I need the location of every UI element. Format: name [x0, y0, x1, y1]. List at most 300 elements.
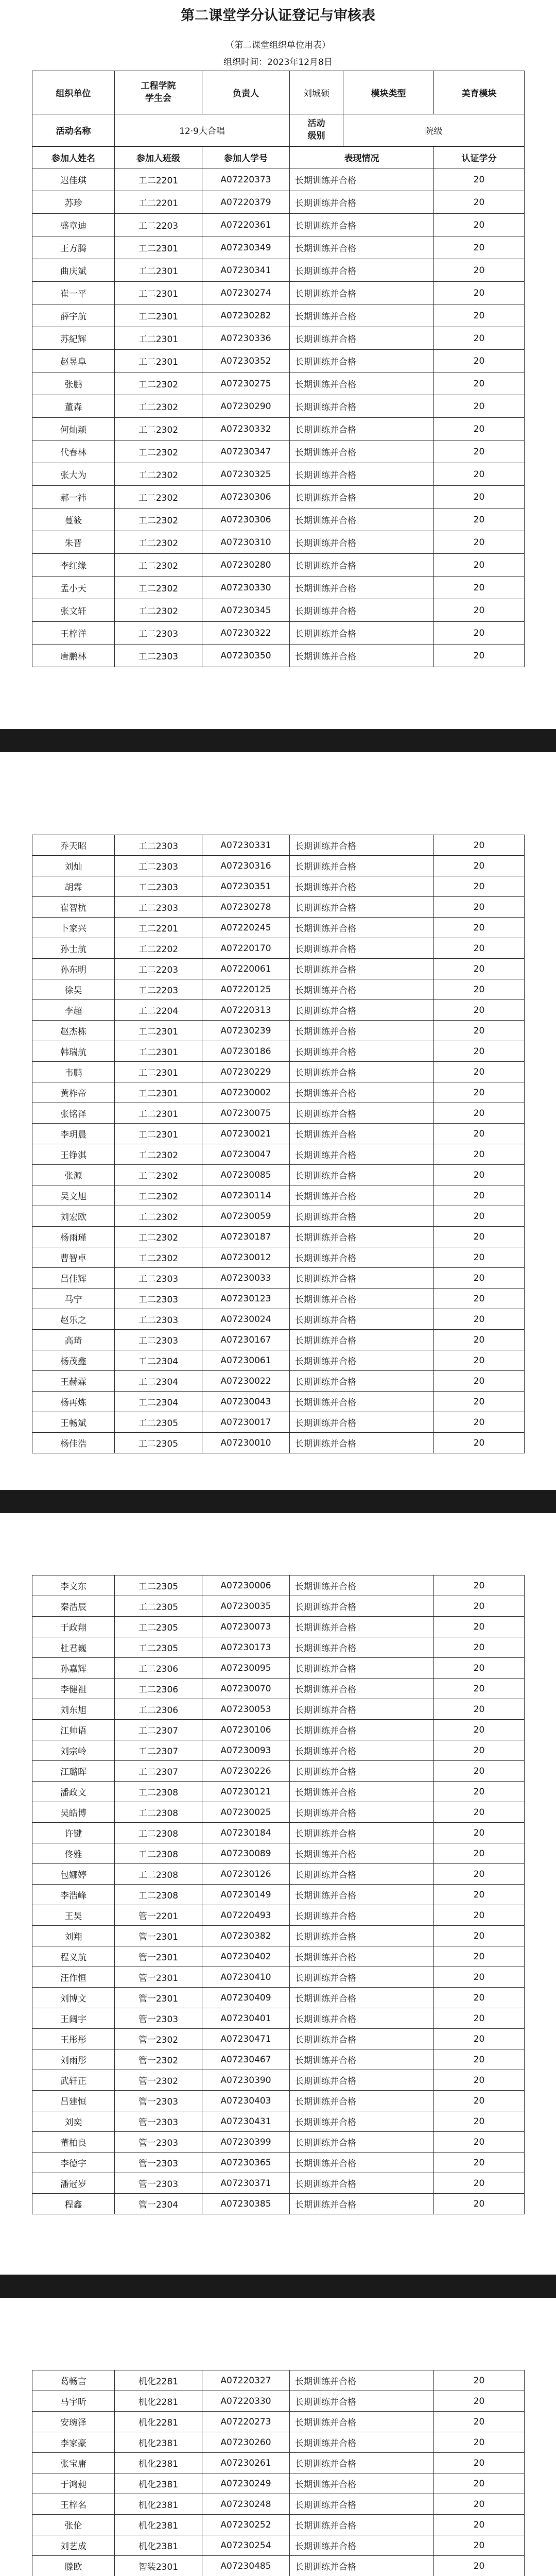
- participant-credit: 20: [434, 1330, 525, 1350]
- participant-credit: 20: [434, 897, 525, 918]
- participant-credit: 20: [434, 1823, 525, 1843]
- participant-id: A07230471: [202, 2029, 290, 2049]
- participant-credit: 20: [434, 1289, 525, 1309]
- participant-name: 董柏良: [32, 2132, 115, 2153]
- participant-name: 程义航: [32, 1946, 115, 1967]
- participant-credit: 20: [434, 531, 525, 554]
- participant-class: 工二2302: [115, 1206, 202, 1227]
- table-row: [32, 1350, 525, 1371]
- participant-credit: 20: [434, 463, 525, 486]
- participant-class: 工二2303: [115, 876, 202, 897]
- participant-id: A07220061: [202, 959, 290, 979]
- participant-id: A07230485: [202, 2556, 290, 2576]
- participant-credit: 20: [434, 1412, 525, 1433]
- participant-credit: 20: [434, 1082, 525, 1103]
- participant-performance: 长期训练并合格: [290, 1021, 434, 1041]
- participant-class: 工二2302: [115, 509, 202, 531]
- participant-id: A07230310: [202, 531, 290, 554]
- participant-name: 卜家兴: [32, 918, 115, 938]
- participant-performance: 长期训练并合格: [290, 282, 434, 304]
- participant-id: A07230043: [202, 1392, 290, 1412]
- table-row: [32, 2412, 525, 2432]
- participant-performance: 长期训练并合格: [290, 1124, 434, 1144]
- participant-class: 管一2303: [115, 2173, 202, 2194]
- participant-name: 李浩峰: [32, 1885, 115, 1905]
- participant-class: 工二2303: [115, 1289, 202, 1309]
- participant-credit: 20: [434, 2070, 525, 2091]
- participant-credit: 20: [434, 327, 525, 350]
- table-row: [32, 2453, 525, 2473]
- participant-class: 管一2301: [115, 1967, 202, 1988]
- participant-name: 张大为: [32, 463, 115, 486]
- participant-id: A07230350: [202, 645, 290, 667]
- participant-performance: 长期训练并合格: [290, 1185, 434, 1206]
- participant-credit: 20: [434, 372, 525, 395]
- table-row: [32, 2391, 525, 2412]
- participant-class: 工二2302: [115, 1144, 202, 1165]
- table-row: [32, 2091, 525, 2111]
- participant-class: 工二2202: [115, 938, 202, 959]
- participant-performance: 长期训练并合格: [290, 645, 434, 667]
- participant-name: 孙士航: [32, 938, 115, 959]
- participant-id: A07230345: [202, 599, 290, 622]
- participant-credit: 20: [434, 876, 525, 897]
- participant-credit: 20: [434, 1864, 525, 1885]
- participant-performance: 长期训练并合格: [290, 2453, 434, 2473]
- participant-id: A07230330: [202, 577, 290, 599]
- participant-class: 工二2302: [115, 577, 202, 599]
- participant-credit: 20: [434, 214, 525, 236]
- participant-credit: 20: [434, 1596, 525, 1617]
- participant-class: 管一2303: [115, 2008, 202, 2029]
- participant-class: 工二2306: [115, 1699, 202, 1720]
- participant-credit: 20: [434, 554, 525, 577]
- participant-id: A07230351: [202, 876, 290, 897]
- participant-class: 工二2201: [115, 191, 202, 214]
- table-row: [32, 1926, 525, 1946]
- table-row: [32, 835, 525, 856]
- participant-class: 工二2305: [115, 1412, 202, 1433]
- participant-class: 工二2304: [115, 1371, 202, 1392]
- participant-credit: 20: [434, 2432, 525, 2453]
- participant-id: A07230390: [202, 2070, 290, 2091]
- participant-performance: 长期训练并合格: [290, 876, 434, 897]
- participant-class: 工二2303: [115, 622, 202, 645]
- participant-credit: 20: [434, 1967, 525, 1988]
- participant-class: 工二2302: [115, 395, 202, 418]
- table-row: [32, 282, 525, 304]
- table-row: [32, 2535, 525, 2556]
- participant-id: A07230322: [202, 622, 290, 645]
- participant-performance: 长期训练并合格: [290, 577, 434, 599]
- participant-name: 刘宏欧: [32, 1206, 115, 1227]
- participant-name: 张文轩: [32, 599, 115, 622]
- participant-id: A07230002: [202, 1082, 290, 1103]
- participant-credit: 20: [434, 1185, 525, 1206]
- participant-name: 郝一祎: [32, 486, 115, 509]
- table-row: [32, 2494, 525, 2515]
- participant-name: 李红缘: [32, 554, 115, 577]
- participant-credit: 20: [434, 1946, 525, 1967]
- org-label: 组织单位: [32, 71, 115, 114]
- participant-credit: 20: [434, 1392, 525, 1412]
- participant-credit: 20: [434, 2111, 525, 2132]
- table-row: [32, 554, 525, 577]
- participant-credit: 20: [434, 418, 525, 440]
- table-row: [32, 440, 525, 463]
- participant-name: 王昊: [32, 1905, 115, 1926]
- participant-credit: 20: [434, 1761, 525, 1782]
- level-value: 院级: [343, 114, 525, 146]
- participant-id: A07230401: [202, 2008, 290, 2029]
- participant-id: A07230399: [202, 2132, 290, 2153]
- participant-performance: 长期训练并合格: [290, 1596, 434, 1617]
- participant-credit: 20: [434, 509, 525, 531]
- participant-performance: 长期训练并合格: [290, 463, 434, 486]
- table-row: [32, 1227, 525, 1247]
- participant-performance: 长期训练并合格: [290, 2556, 434, 2576]
- participant-performance: 长期训练并合格: [290, 1926, 434, 1946]
- participant-name: 吕建恒: [32, 2091, 115, 2111]
- participant-performance: 长期训练并合格: [290, 2515, 434, 2535]
- participant-credit: 20: [434, 1227, 525, 1247]
- participant-performance: 长期训练并合格: [290, 2091, 434, 2111]
- participant-class: 工二2305: [115, 1596, 202, 1617]
- participant-performance: 长期训练并合格: [290, 2070, 434, 2091]
- participant-performance: 长期训练并合格: [290, 1165, 434, 1185]
- table-row: [32, 1596, 525, 1617]
- participant-class: 管一2302: [115, 2070, 202, 2091]
- participant-class: 工二2203: [115, 979, 202, 1000]
- participant-credit: 20: [434, 2556, 525, 2576]
- participant-name: 李健祖: [32, 1679, 115, 1699]
- participant-class: 工二2201: [115, 918, 202, 938]
- participant-class: 工二2308: [115, 1885, 202, 1905]
- participant-performance: 长期训练并合格: [290, 1103, 434, 1124]
- participant-class: 工二2301: [115, 259, 202, 282]
- table-row: [32, 938, 525, 959]
- table-row: [32, 236, 525, 259]
- table-row: [32, 2473, 525, 2494]
- participant-name: 赵杰栋: [32, 1021, 115, 1041]
- participant-name: 乔天昭: [32, 835, 115, 856]
- participant-name: 唐鹏林: [32, 645, 115, 667]
- participant-name: 马宇昕: [32, 2391, 115, 2412]
- participant-credit: 20: [434, 304, 525, 327]
- participant-credit: 20: [434, 236, 525, 259]
- participant-credit: 20: [434, 622, 525, 645]
- table-row: [32, 1103, 525, 1124]
- participant-id: A07230073: [202, 1617, 290, 1637]
- participant-credit: 20: [434, 599, 525, 622]
- participant-name: 孙东明: [32, 959, 115, 979]
- participant-credit: 20: [434, 259, 525, 282]
- participant-class: 工二2304: [115, 1392, 202, 1412]
- table-row: [32, 577, 525, 599]
- participant-class: 工二2302: [115, 599, 202, 622]
- table-row: [32, 1885, 525, 1905]
- participant-id: A07220379: [202, 191, 290, 214]
- participant-credit: 20: [434, 282, 525, 304]
- table-row: [32, 1185, 525, 1206]
- activity-value: 12·9大合唱: [115, 114, 290, 146]
- participant-name: 孙嘉辉: [32, 1658, 115, 1679]
- participant-performance: 长期训练并合格: [290, 486, 434, 509]
- table-row: [32, 2049, 525, 2070]
- participant-id: A07230012: [202, 1247, 290, 1268]
- participant-id: A07220361: [202, 214, 290, 236]
- participant-name: 苏紀辉: [32, 327, 115, 350]
- participant-credit: 20: [434, 1802, 525, 1823]
- header-id: 参加人学号: [202, 147, 290, 168]
- table-row: [32, 1843, 525, 1864]
- participant-id: A07230059: [202, 1206, 290, 1227]
- participant-name: 胡霖: [32, 876, 115, 897]
- participant-name: 江帅语: [32, 1720, 115, 1740]
- participant-id: A07230021: [202, 1124, 290, 1144]
- participant-id: A07230093: [202, 1740, 290, 1761]
- table-row: [32, 1740, 525, 1761]
- participant-id: A07230403: [202, 2091, 290, 2111]
- table-row: [32, 1082, 525, 1103]
- participant-id: A07230254: [202, 2535, 290, 2556]
- table-row: [32, 1309, 525, 1330]
- participant-class: 工二2305: [115, 1433, 202, 1453]
- participant-id: A07230085: [202, 1165, 290, 1185]
- participant-name: 崔一平: [32, 282, 115, 304]
- table-row: [32, 1720, 525, 1740]
- participants-table-1: [32, 146, 525, 667]
- participant-performance: 长期训练并合格: [290, 1740, 434, 1761]
- participant-credit: 20: [434, 1041, 525, 1062]
- rows-group-3: [32, 1575, 525, 2214]
- participant-performance: 长期训练并合格: [290, 1905, 434, 1926]
- participant-class: 工二2301: [115, 327, 202, 350]
- table-row: [32, 191, 525, 214]
- participant-performance: 长期训练并合格: [290, 1679, 434, 1699]
- participant-name: 曹智卓: [32, 1247, 115, 1268]
- participant-credit: 20: [434, 2453, 525, 2473]
- participant-performance: 长期训练并合格: [290, 1082, 434, 1103]
- participant-name: 王梓名: [32, 2494, 115, 2515]
- participant-id: A07220327: [202, 2370, 290, 2391]
- participants-table-2: [32, 835, 525, 1453]
- participant-credit: 20: [434, 1062, 525, 1082]
- participant-id: A07230149: [202, 1885, 290, 1905]
- participant-name: 吴皓博: [32, 1802, 115, 1823]
- table-row: [32, 1000, 525, 1021]
- participant-credit: 20: [434, 1905, 525, 1926]
- participant-credit: 20: [434, 2173, 525, 2194]
- table-row: [32, 599, 525, 622]
- participant-credit: 20: [434, 1268, 525, 1289]
- participant-id: A07230229: [202, 1062, 290, 1082]
- participant-credit: 20: [434, 2153, 525, 2173]
- participant-performance: 长期训练并合格: [290, 1946, 434, 1967]
- module-type-label: 模块类型: [343, 71, 434, 114]
- participant-credit: 20: [434, 1843, 525, 1864]
- participant-credit: 20: [434, 2194, 525, 2214]
- participant-class: 工二2303: [115, 897, 202, 918]
- header-credit: 认证学分: [434, 147, 525, 168]
- participant-performance: 长期训练并合格: [290, 1823, 434, 1843]
- participant-name: 韦鹏: [32, 1062, 115, 1082]
- participant-name: 刘宗岭: [32, 1740, 115, 1761]
- participant-class: 工二2303: [115, 856, 202, 876]
- participant-class: 管一2201: [115, 1905, 202, 1926]
- participant-name: 杨雨瑾: [32, 1227, 115, 1247]
- participant-class: 工二2303: [115, 1268, 202, 1289]
- participant-id: A07230365: [202, 2153, 290, 2173]
- participant-id: A07230075: [202, 1103, 290, 1124]
- participant-name: 李超: [32, 1000, 115, 1021]
- participant-performance: 长期训练并合格: [290, 1433, 434, 1453]
- participant-id: A07230260: [202, 2432, 290, 2453]
- table-row: [32, 1021, 525, 1041]
- participant-class: 管一2303: [115, 2111, 202, 2132]
- participant-id: A07230382: [202, 1926, 290, 1946]
- participant-id: A07230431: [202, 2111, 290, 2132]
- participant-credit: 20: [434, 395, 525, 418]
- participant-credit: 20: [434, 1021, 525, 1041]
- participant-name: 杨佳浩: [32, 1433, 115, 1453]
- participant-name: 武轩正: [32, 2070, 115, 2091]
- participant-class: 工二2302: [115, 1185, 202, 1206]
- participant-name: 于政翔: [32, 1617, 115, 1637]
- participant-name: 刘雨彤: [32, 2049, 115, 2070]
- table-row: [32, 1124, 525, 1144]
- participant-class: 工二2306: [115, 1658, 202, 1679]
- participant-performance: 长期训练并合格: [290, 1227, 434, 1247]
- participant-credit: 20: [434, 350, 525, 372]
- participant-performance: 长期训练并合格: [290, 1699, 434, 1720]
- participant-performance: 长期训练并合格: [290, 531, 434, 554]
- participant-id: A07230035: [202, 1596, 290, 1617]
- participant-class: 管一2304: [115, 2194, 202, 2214]
- participant-name: 滕欧: [32, 2556, 115, 2576]
- participant-performance: 长期训练并合格: [290, 418, 434, 440]
- participant-credit: 20: [434, 1144, 525, 1165]
- participant-credit: 20: [434, 2091, 525, 2111]
- participant-credit: 20: [434, 577, 525, 599]
- participant-name: 崔智杭: [32, 897, 115, 918]
- participant-performance: 长期训练并合格: [290, 856, 434, 876]
- module-type-value: 美育模块: [434, 71, 525, 114]
- participant-class: 管一2301: [115, 1988, 202, 2008]
- participant-id: A07230173: [202, 1637, 290, 1658]
- participant-performance: 长期训练并合格: [290, 897, 434, 918]
- participant-performance: 长期训练并合格: [290, 599, 434, 622]
- participant-id: A07230249: [202, 2473, 290, 2494]
- participant-id: A07230347: [202, 440, 290, 463]
- rows-group-4: [32, 2370, 525, 2576]
- participants-table-4: [32, 2370, 525, 2576]
- table-row: [32, 259, 525, 282]
- participant-name: 吴文旭: [32, 1185, 115, 1206]
- participant-name: 吕佳辉: [32, 1268, 115, 1289]
- header-name: 参加人姓名: [32, 147, 115, 168]
- table-row: [32, 1658, 525, 1679]
- participant-class: 智装2301: [115, 2556, 202, 2576]
- participant-class: 工二2203: [115, 214, 202, 236]
- participant-performance: 长期训练并合格: [290, 350, 434, 372]
- table-row: [32, 622, 525, 645]
- participant-class: 工二2303: [115, 835, 202, 856]
- participant-name: 赵乐之: [32, 1309, 115, 1330]
- participant-performance: 长期训练并合格: [290, 959, 434, 979]
- participant-performance: 长期训练并合格: [290, 259, 434, 282]
- participant-credit: 20: [434, 1165, 525, 1185]
- rows-group-2: [32, 835, 525, 1453]
- participant-name: 张铭泽: [32, 1103, 115, 1124]
- participant-credit: 20: [434, 1740, 525, 1761]
- participant-id: A07230306: [202, 486, 290, 509]
- participant-performance: 长期训练并合格: [290, 1864, 434, 1885]
- participant-performance: 长期训练并合格: [290, 1371, 434, 1392]
- participant-name: 刘东旭: [32, 1699, 115, 1720]
- participant-name: 苏珍: [32, 191, 115, 214]
- participant-id: A07230325: [202, 463, 290, 486]
- participant-performance: 长期训练并合格: [290, 327, 434, 350]
- participant-performance: 长期训练并合格: [290, 1206, 434, 1227]
- participant-credit: 20: [434, 440, 525, 463]
- participant-credit: 20: [434, 1679, 525, 1699]
- participant-credit: 20: [434, 2391, 525, 2412]
- table-row: [32, 1268, 525, 1289]
- participant-performance: 长期训练并合格: [290, 372, 434, 395]
- participant-name: 秦浩辰: [32, 1596, 115, 1617]
- table-row: [32, 1433, 525, 1453]
- table-row: [32, 1165, 525, 1185]
- participant-class: 机化2381: [115, 2473, 202, 2494]
- page-divider-3: [0, 2275, 556, 2298]
- participant-performance: 长期训练并合格: [290, 938, 434, 959]
- table-row: [32, 1946, 525, 1967]
- participant-class: 工二2305: [115, 1575, 202, 1596]
- page-subtitle: （第二课堂组织单位用表）: [225, 40, 331, 50]
- participant-id: A07230126: [202, 1864, 290, 1885]
- participant-class: 管一2301: [115, 1946, 202, 1967]
- participant-name: 孟小天: [32, 577, 115, 599]
- participant-credit: 20: [434, 979, 525, 1000]
- participant-class: 工二2303: [115, 1309, 202, 1330]
- participant-performance: 长期训练并合格: [290, 1843, 434, 1864]
- participant-class: 工二2301: [115, 1021, 202, 1041]
- participant-class: 工二2302: [115, 486, 202, 509]
- participant-id: A07230184: [202, 1823, 290, 1843]
- participant-name: 张伦: [32, 2515, 115, 2535]
- participant-name: 佟雅: [32, 1843, 115, 1864]
- participant-name: 包娜婷: [32, 1864, 115, 1885]
- participant-class: 工二2301: [115, 1103, 202, 1124]
- participant-credit: 20: [434, 918, 525, 938]
- table-row: [32, 2132, 525, 2153]
- org-value-line2: 学生会: [145, 93, 171, 104]
- participant-name: 张宝庸: [32, 2453, 115, 2473]
- participant-credit: 20: [434, 1720, 525, 1740]
- participant-performance: 长期训练并合格: [290, 1289, 434, 1309]
- table-row: [32, 2194, 525, 2214]
- participant-class: 管一2302: [115, 2049, 202, 2070]
- participant-name: 张源: [32, 1165, 115, 1185]
- participant-id: A07230239: [202, 1021, 290, 1041]
- participant-class: 机化2381: [115, 2515, 202, 2535]
- participant-credit: 20: [434, 1926, 525, 1946]
- participant-performance: 长期训练并合格: [290, 1720, 434, 1740]
- participant-performance: 长期训练并合格: [290, 1392, 434, 1412]
- participant-class: 工二2308: [115, 1823, 202, 1843]
- participant-performance: 长期训练并合格: [290, 1412, 434, 1433]
